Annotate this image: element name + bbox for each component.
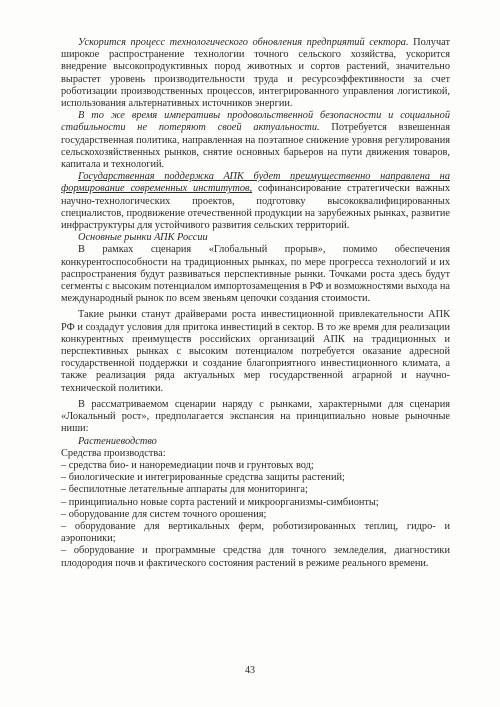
paragraph-lead-italic: Государственная поддержка АПК будет преимущественно направлена на формирование современных институтов, [61, 171, 450, 195]
paragraph-new-niches: В рассматриваемом сценарии наряду с рынками, характерными для сценария «Локальный рост», предполагается экспансия на принципиально новые рыночные ниши: [61, 398, 450, 435]
paragraph-global-breakthrough: В рамках сценария «Глобальный прорыв», помимо обеспечения конкурентоспособности на традиционных рынках, по мере прогресса технологий и их распространения будут развиваться перспективные рынки. Точками роста здесь будут сегменты с высоким потенциалом импортозамещения в РФ и возможностями выхода на международный рынок по всем звеньям цепочки создания стоимости. [61, 244, 450, 305]
paragraph-body: софинансирование стратегически важных научно-технологических проектов, подготовку высококвалифицированных специалистов, продвижение отечественной продукции на зарубежных рынках, развитие инфраструктуры для устойчивого развития сельских территорий. [61, 183, 450, 232]
paragraph-drivers: Такие рынки станут драйверами роста инвестиционной привлекательности АПК РФ и создадут условия для притока инвестиций в сектор. В то же время для реализации конкурентных преимуществ российских организаций АПК на традиционных и перспективных рынках с высоким потенциалом потребуется оказание адресной государственной поддержки и создание благоприятного инвестиционного климата, а также реализация ряда актуальных мер государственной аграрной и научно-технической политики. [61, 309, 450, 394]
paragraph-lead-italic: В то же время императивы продовольственной безопасности и социальной стабильности не потеряют своей актуальности. [61, 110, 450, 134]
paragraph-state-support [61, 171, 450, 232]
subheading-crop-production: Растениеводство [78, 435, 157, 447]
list-item: – биологические и интегрированные средства защиты растений; [61, 472, 345, 484]
paragraph-body: Потребуется взвешенная государственная политика, направленная на поэтапное снижение уровня регулирования сельскохозяйственных рынков, снятие основных барьеров на пути движения товаров, капитала и технологий. [61, 122, 451, 171]
list-item: – оборудование для вертикальных ферм, роботизированных теплиц, гидро- и аэропоники; [61, 520, 450, 545]
paragraph-food-security [61, 110, 450, 171]
list-item: – оборудование для систем точного орошения; [61, 508, 267, 520]
paragraph-lead-italic: Ускорится процесс технологического обновления предприятий сектора. [78, 37, 409, 48]
page-number: 43 [245, 665, 255, 676]
list-item: – беспилотные летательные аппараты для мониторинга; [61, 484, 308, 496]
list-heading: Средства производства: [61, 447, 166, 459]
list-item: – оборудование и программные средства для точного земледелия, диагностики плодородия почв и фактического состояния растений в режиме реального времени. [61, 545, 450, 569]
list-item: – принципиально новые сорта растений и микроорганизмы-симбионты; [61, 496, 379, 508]
paragraph-body: Получат широкое распространение технологии точного сельского хозяйства, ускорится внедрение высокопродуктивных пород животных и сортов растений, значительно вырастет уровень производительности труда и ресурсоэффективности за счет роботизации производственных процессов, интегрированного управления логистикой, использования альтернативных источников энергии. [61, 37, 450, 110]
list-item: – средства био- и наноремедиации почв и грунтовых вод; [61, 459, 314, 471]
body-text [61, 37, 450, 570]
section-heading: Основные рынки АПК России [78, 232, 208, 244]
paragraph-tech-renewal [61, 37, 450, 110]
